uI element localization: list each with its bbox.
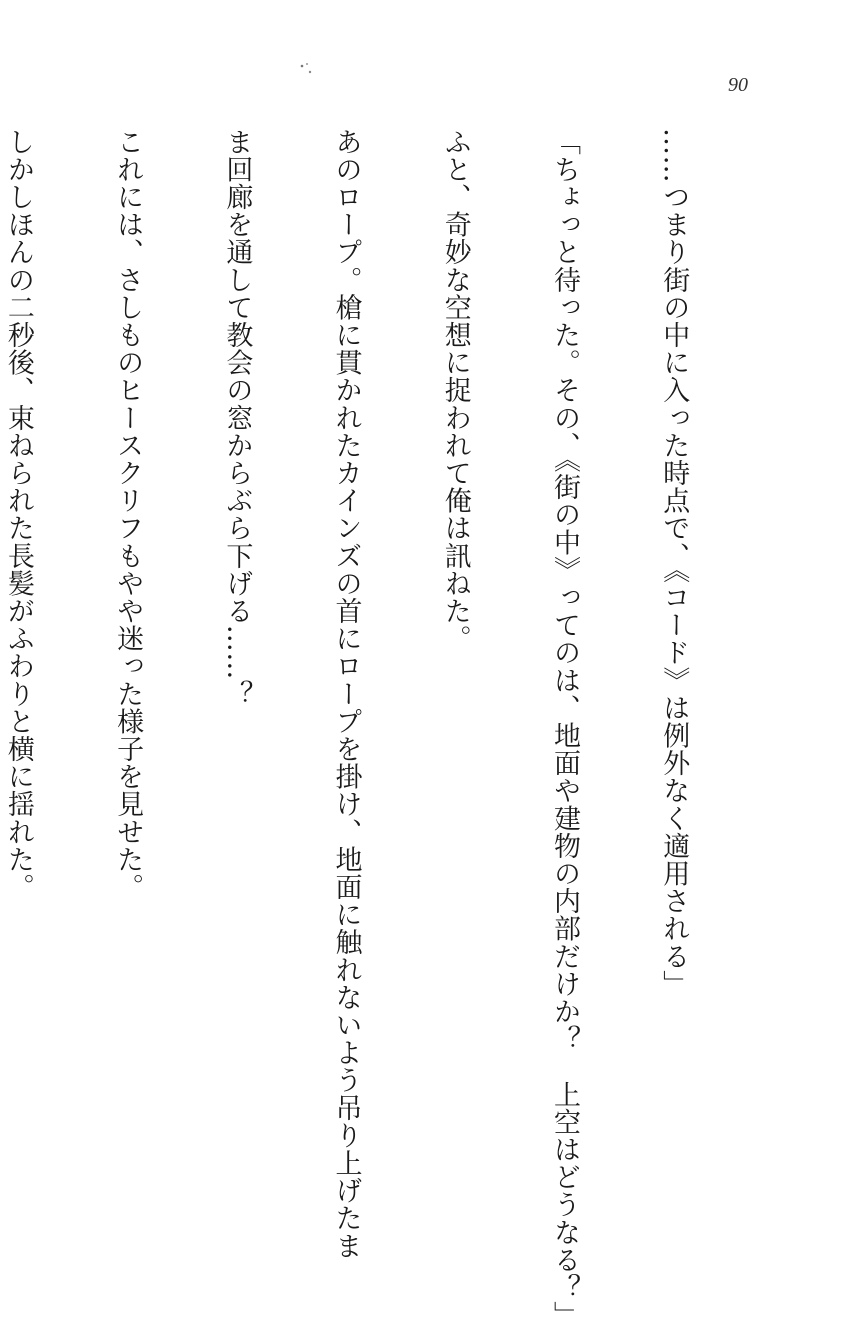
text-line: ……つまり街の中に入った時点で、《コード》は例外なく適用される」 xyxy=(658,128,690,998)
text-line: ま回廊を通して教会の窓からぶら下げる……？ xyxy=(221,128,253,708)
page-number: 90 xyxy=(728,74,748,96)
text-line: あのロープ。槍に貫かれたカインズの首にロープを掛け、地面に触れないよう吊り上げたま xyxy=(330,128,362,1260)
text-line: これには、さしものヒースクリフもやや迷った様子を見せた。 xyxy=(112,128,144,901)
novel-body-text xyxy=(0,128,764,1329)
text-line: 「ちょっと待った。その、《街の中》ってのは、地面や建物の内部だけか？ 上空はどうなる？」 xyxy=(548,128,580,1329)
text-line: しかしほんの二秒後、束ねられた長髪がふわりと横に揺れた。 xyxy=(2,128,34,901)
paper-speck-marks xyxy=(298,60,318,80)
text-line: ふと、奇妙な空想に捉われて俺は訊ねた。 xyxy=(439,128,471,653)
